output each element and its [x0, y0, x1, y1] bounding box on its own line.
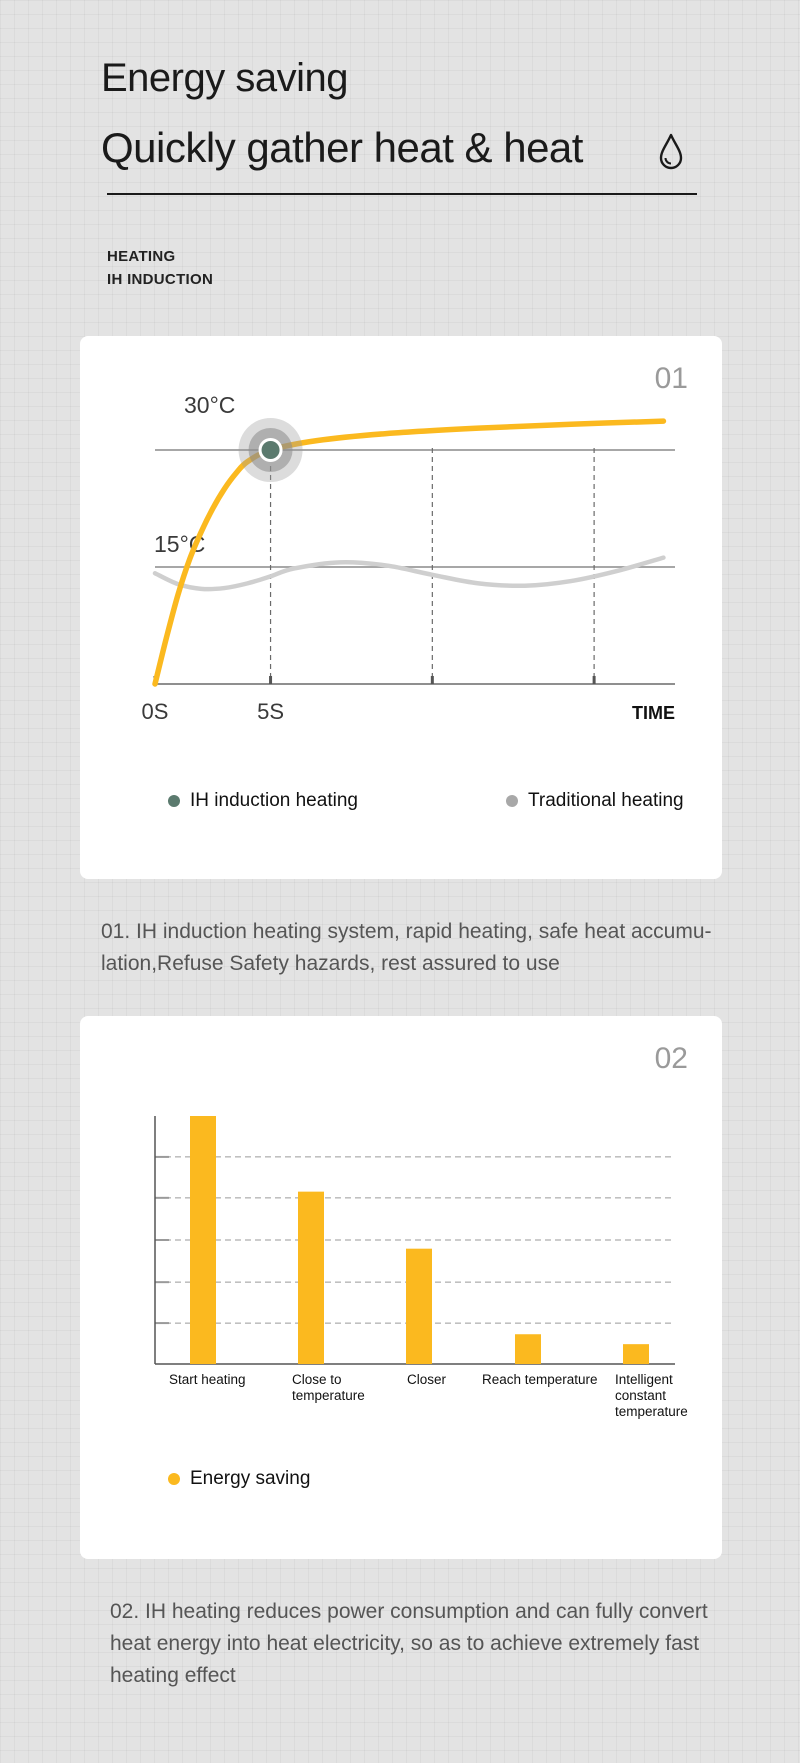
energy-bar-chart-card [80, 1016, 722, 1559]
legend-ih-induction [168, 790, 358, 812]
heating-line-chart-card [80, 336, 722, 879]
bar-category-label: Closer [407, 1372, 447, 1387]
legend-ih-dot [168, 795, 180, 807]
bar [298, 1192, 324, 1364]
bar-category-label: Reach temperature [482, 1372, 598, 1387]
bar-category-label: Start heating [169, 1372, 246, 1387]
bar-category-label: Close to temperature [292, 1372, 365, 1403]
legend-traditional-dot [506, 795, 518, 807]
page-subtitle: Quickly gather heat & heat [101, 124, 583, 171]
legend-energy-saving [168, 1468, 310, 1490]
legend-ih-label: IH induction heating [190, 790, 358, 811]
legend-energy-label: Energy saving [190, 1468, 311, 1489]
highlight-point [262, 441, 280, 459]
x-tick-label: 5S [257, 699, 285, 724]
bar [190, 1116, 216, 1364]
legend-traditional-label: Traditional heating [528, 790, 684, 811]
description-01: 01. IH induction heating system, rapid heating, safe heat accumu-lation,Refuse Safety hazards, rest assured to use [101, 920, 712, 975]
x-tick-label: 0S [141, 699, 169, 724]
y-reference-label: 30°C [184, 392, 236, 418]
description-02: 02. IH heating reduces power consumption and can fully convert heat energy into heat electricity, so as to achieve extremely fast heating effect [110, 1600, 708, 1687]
bar [515, 1334, 541, 1364]
series-ih-induction-heating [155, 421, 663, 684]
bar [406, 1249, 432, 1364]
tag-heating: HEATING [107, 248, 176, 265]
y-reference-label: 15°C [154, 531, 206, 557]
page-title: Energy saving [101, 56, 348, 100]
legend-energy-dot [168, 1473, 180, 1485]
chart-number: 02 [654, 1042, 688, 1075]
title-divider [107, 193, 697, 195]
bar [623, 1344, 649, 1364]
series-traditional-heating [155, 558, 663, 589]
bar-category-label: Intelligent constant temperature [615, 1372, 688, 1419]
chart-number: 01 [654, 362, 688, 395]
x-axis-label: TIME [632, 703, 675, 723]
tag-ih-induction: IH INDUCTION [107, 271, 214, 288]
water-drop-icon [656, 132, 686, 172]
legend-traditional [506, 790, 684, 812]
